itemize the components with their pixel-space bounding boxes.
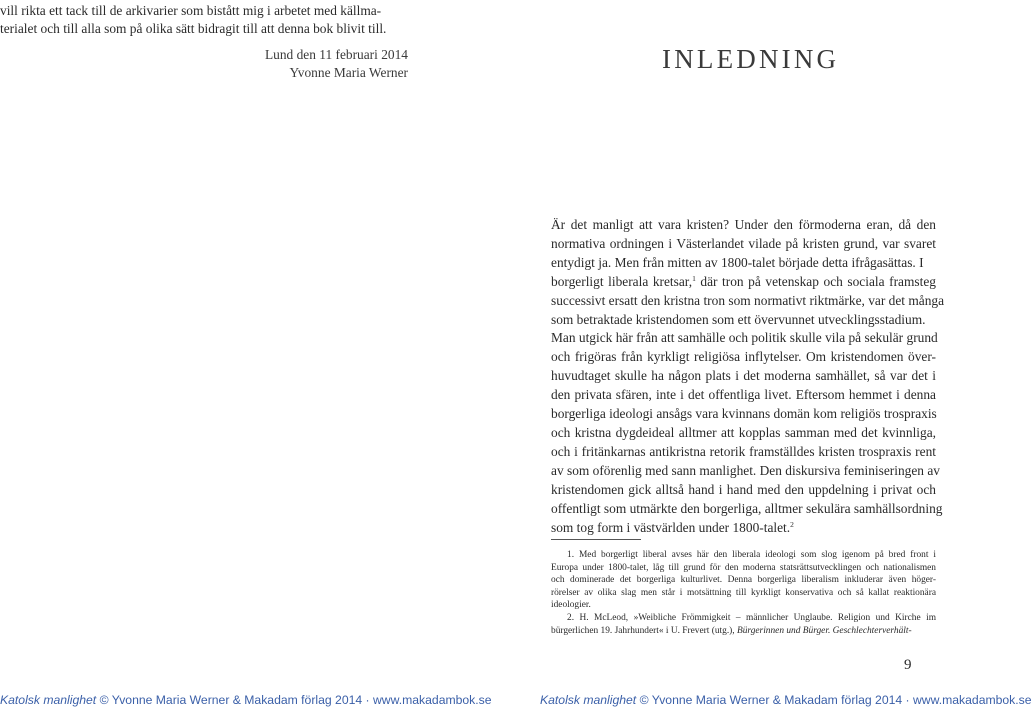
text-run: borgerliga ideologi ansågs vara kvinnans domän kom religiös trospraxis [551,406,937,422]
text-run: som tog form i västvärlden under 1800-talet. [551,519,791,535]
signature-place-date: Lund den 11 februari 2014 [264,47,408,62]
text-run: av som oförenlig med sann manlighet. Den diskursiva feminiseringen av [551,462,940,478]
body-line [551,311,936,330]
footer-credit: © Yvonne Maria Werner & Makadam förlag 2014 · [636,693,913,707]
body-line [551,481,936,500]
text-run: 2. H. McLeod, »Weibliche Frömmigkeit – männlicher Unglaube. Religion und Kirche im [567,612,936,623]
footer-link[interactable]: www.makadambok.se [913,693,1032,707]
text-run: borgerligt liberala kretsar, [551,273,693,289]
text-run: den privata sfären, inte i det offentliga livet. Eftersom hemmet i denna [551,387,936,403]
text-run: och i fritänkarnas antikristna retorik framställdes kristen trospraxis rent [551,443,936,459]
footer-credit: © Yvonne Maria Werner & Makadam förlag 2014 · [96,693,373,707]
text-run: offentligt som utmärkte den borgerliga, alltmer sekulära samhällsordning [551,500,943,516]
text-run: Europa under 1800-talet, låg till grund för den moderna statsrättsutvecklingen och nationalismen [551,562,936,573]
text-run: rörelser av olika slag men står i motsättning till kyrkligt konservativa och så kallat reaktionära [551,587,936,598]
footer-book-title: Katolsk manlighet [0,693,97,707]
preface-line: vill rikta ett tack till de arkivarier som bistått mig i arbetet med källma- [0,3,382,18]
footer-book-title: Katolsk manlighet [540,693,637,707]
body-line [551,443,936,462]
footer-left [0,693,492,707]
body-line [551,386,936,405]
footnote-line [551,574,936,587]
footnote-line [551,587,936,600]
text-run: Man utgick här från att samhälle och politik skulle vila på sekulär grund [551,330,938,346]
footnote-line [551,599,936,612]
text-run: successivt ersatt den kristna tron som normativt riktmärke, var det många [551,292,945,308]
chapter-body [551,216,945,537]
preface-line: terialet och till alla som på olika sätt bidragit till att denna bok blivit till. [0,21,387,36]
text-run: normativa ordningen i Västerlandet vilade på kristen grund, var svaret [551,235,936,251]
preface-signature [108,46,408,82]
text-run: 1. Med borgerligt liberal avses här den liberala ideologi som slog igenom på bred front i [567,550,936,560]
text-run: ideologier. [551,600,591,611]
text-run: bürgerlichen 19. Jahrhundert« i U. Frevert (utg.), [551,625,737,636]
footnote-marker: 1 [692,273,696,283]
footnote-rule [551,539,641,540]
text-run: och kristna dygdeideal alltmer att kopplas samman med det kvinnliga, [551,424,936,440]
footnote-line [551,625,936,638]
body-line [551,348,936,367]
body-line [551,367,936,386]
body-line [551,519,936,538]
text-run: entydigt ja. Men från mitten av 1800-talet började detta ifrågasättas. I [551,254,924,270]
footnotes [551,549,936,637]
text-run: kristendomen gick alltså hand i hand med den uppdelning i privat och [551,481,936,497]
text-run: Är det manligt att vara kristen? Under den förmoderna eran, då den [551,217,936,232]
body-line [551,424,936,443]
body-line [551,329,936,348]
body-line [551,216,936,235]
chapter-heading: INLEDNING [662,44,840,74]
body-line [551,273,936,292]
text-run: där tron på vetenskap och sociala framsteg [695,273,936,289]
footer-link[interactable]: www.makadambok.se [373,693,492,707]
text-run: huvudtaget skulle ha någon plats i det moderna samhället, så var det i [551,368,936,384]
footnote-line [551,562,936,575]
page-number: 9 [904,657,912,673]
body-line [551,235,936,254]
preface-text [0,2,470,38]
text-run: och frigöras från kyrkligt religiösa inflytelser. Om kristendomen över- [551,349,936,365]
body-line [551,405,936,424]
body-line [551,462,940,481]
footnote-line [551,549,936,562]
signature-author: Yvonne Maria Werner [289,65,408,80]
body-line [551,292,945,311]
text-run: och dominerade det borgerliga kulturlivet. Denna borgerliga liberalism inkluderar även höger- [551,575,936,586]
text-run: som betraktade kristendomen som ett övervunnet utvecklingsstadium. [551,311,926,327]
body-line [551,500,943,519]
footer-right [540,693,1032,707]
footnote-line [551,612,936,625]
body-line [551,254,936,273]
text-run: Bürgerinnen und Bürger. Geschlechterverhält- [736,625,912,636]
footnote-marker: 2 [790,519,794,529]
